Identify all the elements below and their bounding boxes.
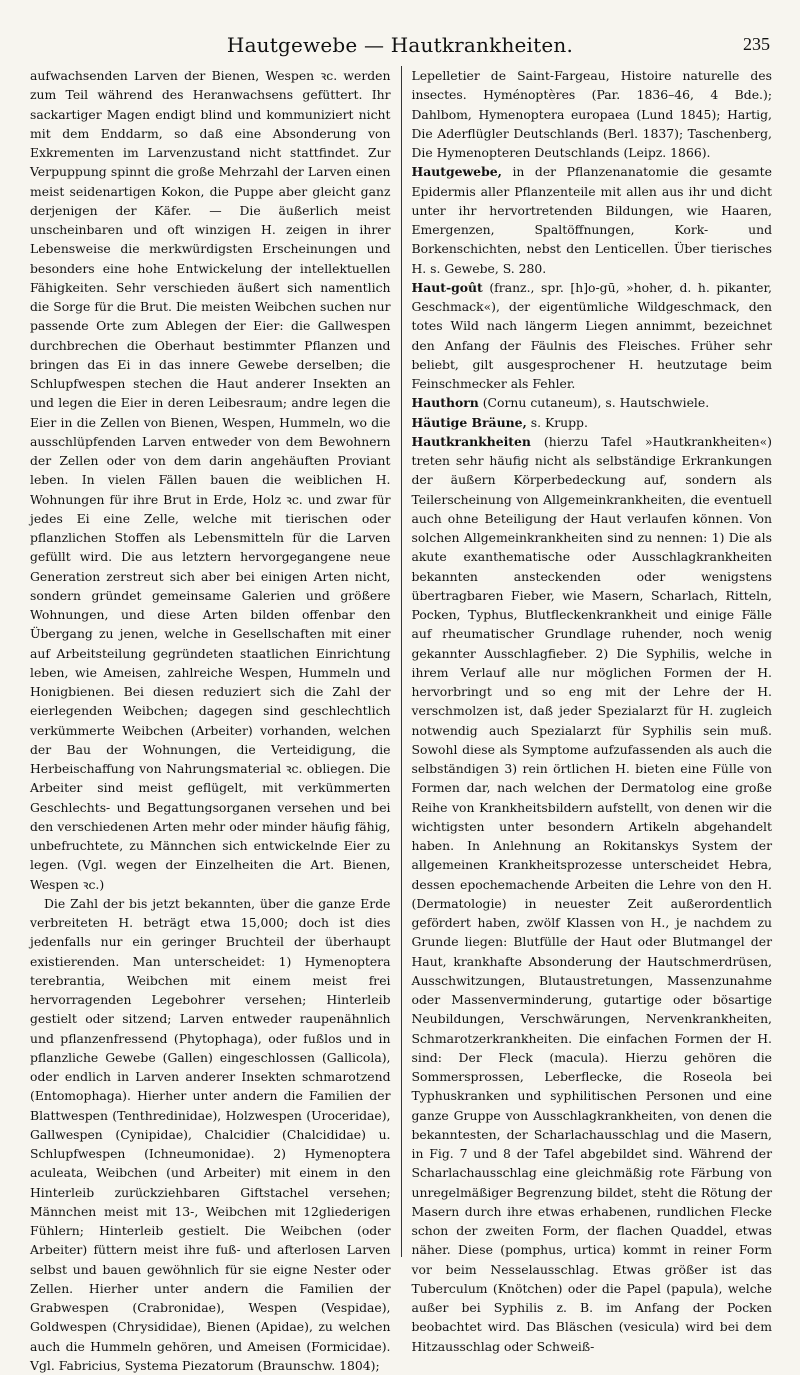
entry-text: s. Krupp. (526, 414, 588, 430)
entry-hauthorn (412, 393, 773, 412)
paragraph: Die Zahl der bis jetzt bekannten, über die ganze Erde verbreiteten H. beträgt etwa 15,000; doch ist dies jedenfalls nur ein geringer Bruchteil der überhaupt existierenden. Man unterscheidet: 1) Hymenoptera terebrantia, Weibchen mit einem meist frei hervorragenden Legebohrer versehen; Hinterleib gestielt oder sitzend; Larven entweder raupenähnlich und pflanzenfressend (Phytophaga), oder fußlos und in pflanzliche Gewebe (Gallen) eingeschlossen (Gallicola), oder endlich in Larven anderer Insekten schmarotzend (Entomophaga). Hierher unter andern die Familien der Blattwespen (Tenthredinidae), Holzwespen (Uroceridae), Gallwespen (Cynipidae), Chalcidier (Chalcididae) u. Schlupfwespen (Ichneumonidae). 2) Hymenoptera aculeata, Weibchen (und Arbeiter) mit einem in den Hinterleib zurückziehbaren Giftstachel versehen; Männchen meist mit 13-, Weibchen mit 12gliederigen Fühlern; Hinterleib gestielt. Die Weibchen (oder Arbeiter) füttern meist ihre fuß- und afterlosen Larven selbst und bauen gewöhnlich für sie eigne Nester oder Zellen. Hierher unter andern die Familien der Grabwespen (Crabronidae), Wespen (Vespidae), Goldwespen (Chrysididae), Bienen (Apidae), zu welchen auch die Hummeln gehören, und Ameisen (Formicidae). Vgl. Fabricius, Systema Piezatorum (Braunschw. 1804); (30, 895, 391, 1373)
entry-hautgewebe (412, 162, 773, 278)
entry-text: in der Pflanzenanatomie die gesamte Epidermis aller Pflanzenteile mit allen aus ihr und dicht unter ihr hervortretenden Bildungen, wie Haaren, Emergenzen, Spaltöffnungen, Kork- und Borkenschichten, nebst den Lenticellen. Über tierisches H. s. Gewebe, S. 280. (411, 164, 772, 276)
right-column (402, 66, 773, 1354)
entry-head: Haut-goût (411, 279, 483, 295)
entry-text: (Cornu cutaneum), s. Hautschwiele. (478, 395, 710, 411)
entry-haeutige-braeune (412, 413, 773, 432)
entry-head: Hautgewebe, (411, 164, 502, 180)
entry-hautkrankheiten (412, 432, 773, 1356)
left-column (30, 66, 401, 1373)
entry-text: (franz., spr. [h]o-gū, »hoher, d. h. pikanter, Geschmack«), der eigentümliche Wildgeschmack, den totes Wild nach längerm Liegen annimmt, bezeichnet den Anfang der Fäulnis des Fleisches. Früher sehr beliebt, gilt ausgesprochener H. heutzutage beim Feinschmecker als Fehler. (411, 279, 772, 391)
entry-head: Häutige Bräune, (411, 414, 527, 430)
entry-head: Hauthorn (411, 395, 479, 411)
paragraph: Lepelletier de Saint-Fargeau, Histoire naturelle des insectes. Hyménoptères (Par. 1836–46, 4 Bde.); Dahlbom, Hymenoptera europaea (Lund 1845); Hartig, Die Aderflügler Deutschlands (Berl. 1837); Taschenberg, Die Hymenopteren Deutschlands (Leipz. 1866). (411, 68, 772, 160)
running-title: Hautgewebe — Hautkrankheiten. (226, 33, 574, 57)
entry-head: Hautkrankheiten (411, 433, 531, 449)
page-header (30, 28, 770, 62)
text-columns (30, 66, 772, 1373)
entry-haut-gout (412, 278, 773, 394)
paragraph: aufwachsenden Larven der Bienen, Wespen ꝛc. werden zum Teil während des Heranwachsens gefüttert. Ihr sackartiger Magen endigt blind und kommuniziert nicht mit dem Enddarm, so daß eine Absonderung von Exkrementen im Larvenzustand nicht stattfindet. Zur Verpuppung spinnt die große Mehrzahl der Larven einen meist seidenartigen Kokon, die Puppe aber gleicht ganz derjenigen der Käfer. — Die äußerlich meist unscheinbaren und oft winzigen H. zeigen in ihrer Lebensweise die merkwürdigsten Erscheinungen und besonders eine hohe Entwickelung der intellektuellen Fähigkeiten. Sehr verschieden äußert sich namentlich die Sorge für die Brut. Die meisten Weibchen suchen nur passende Orte zum Ablegen der Eier: die Gallwespen durchbrechen die Oberhaut bestimmter Pflanzen und bringen das Ei in das innere Gewebe derselben; die Schlupfwespen stechen die Haut anderer Insekten an und legen die Eier in deren Leibesraum; andre legen die Eier in die Zellen von Bienen, Wespen, Hummeln, wo die ausschlüpfenden Larven entweder von dem Bewohnern der Zellen oder von dem darin angehäuften Proviant leben. In vielen Fällen bauen die weiblichen H. Wohnungen für ihre Brut in Erde, Holz ꝛc. und zwar für jedes Ei eine Zelle, welche mit tierischen oder pflanzlichen Stoffen als Lebensmitteln für die Larven gefüllt wird. Die aus letztern hervorgegangene neue Generation zerstreut sich aber bei einigen Arten nicht, sondern gründet gemeinsame Galerien und größere Wohnungen, und diese Arten bilden offenbar den Übergang zu jenen, welche in Gesellschaften mit einer auf Arbeitsteilung gegründeten staatlichen Einrichtung leben, wie Ameisen, zahlreiche Wespen, Hummeln und Honigbienen. Bei diesen reduziert sich die Zahl der eierlegenden Weibchen; dagegen sind geschlechtlich verkümmerte Weibchen (Arbeiter) vorhanden, welchen der Bau der Wohnungen, die Verteidigung, die Herbeischaffung von Nahrungsmaterial ꝛc. obliegen. Die Arbeiter sind meist geflügelt, mit verkümmerten Geschlechts- und Begattungsorganen versehen und bei den verschiedenen Arten mehr oder minder häufig fähig, unbefruchtete, zu Männchen sich entwickelnde Eier zu legen. (Vgl. wegen der Einzelheiten die Art. Bienen, Wespen ꝛc.) (30, 68, 391, 892)
page-number: 235 (743, 34, 770, 54)
entry-text: (hierzu Tafel »Hautkrankheiten«) treten sehr häufig nicht als selbständige Erkrankungen der äußern Körperbedeckung auf, sondern als Teilerscheinung von Allgemeinkrankheiten, die eventuell auch ohne Beteiligung der Haut verlaufen können. Von solchen Allgemeinkrankheiten sind zu nennen: 1) Die als akute exanthematische oder Ausschlagkrankheiten bekannten ansteckenden oder wenigstens übertragbaren Fieber, wie Masern, Scharlach, Ritteln, Pocken, Typhus, Blutfleckenkrankheit und einige Fälle auf rheumatischer Grundlage ruhender, noch wenig gekannter Ausschlagfieber. 2) Die Syphilis, welche in ihrem Verlauf alle nur möglichen Formen der H. hervorbringt und so eng mit der Lehre der H. verschmolzen ist, daß jeder Spezialarzt für H. zugleich notwendig auch Spezialarzt für Syphilis sein muß. Sowohl diese als Symptome aufzufassenden als auch die selbständigen 3) rein örtlichen H. bieten eine Fülle von Formen dar, nach welchen der Dermatolog eine große Reihe von Krankheitsbildern aufstellt, von denen wir die wichtigsten unter besondern Artikeln abgehandelt haben. In Anlehnung an Rokitanskys System der allgemeinen Krankheitsprozesse unterscheidet Hebra, dessen epochemachende Arbeiten die Lehre von den H. (Dermatologie) in neuester Zeit außerordentlich gefördert haben, zwölf Klassen von H., je nachdem zu Grunde liegen: Blutfülle der Haut oder Blutmangel der Haut, krankhafte Absonderung der Hautschmerdrüsen, Ausschwitzungen, Blutaustretungen, Massenzunahme oder Massenverminderung, gutartige oder bösartige Neubildungen, Verschwärungen, Nervenkrankheiten, Schmarotzerkrankheiten. Die einfachen Formen der H. sind: Der Fleck (macula). Hierzu gehören die Sommersprossen, Leberflecke, die Roseola bei Typhuskranken und syphilitischen Personen und eine ganze Gruppe von Ausschlagkrankheiten, von denen die bekanntesten, der Scharlachausschlag und die Masern, in Fig. 7 und 8 der Tafel abgebildet sind. Während der Scharlachausschlag eine gleichmäßig rote Färbung von unregelmäßiger Begrenzung bildet, steht die Rötung der Masern durch ihre etwas erhabenen, rundlichen Flecke schon der zweiten Form, der flachen Quaddel, etwas näher. Diese (pomphus, urtica) kommt in reiner Form vor beim Nesselausschlag. Etwas größer ist das Tuberculum (Knötchen) oder die Papel (papula), welche außer bei Syphilis z. B. im Anfang der Pocken beobachtet wird. Das Bläschen (vesicula) wird bei dem Hitzausschlag oder Schweiß- (411, 433, 772, 1354)
